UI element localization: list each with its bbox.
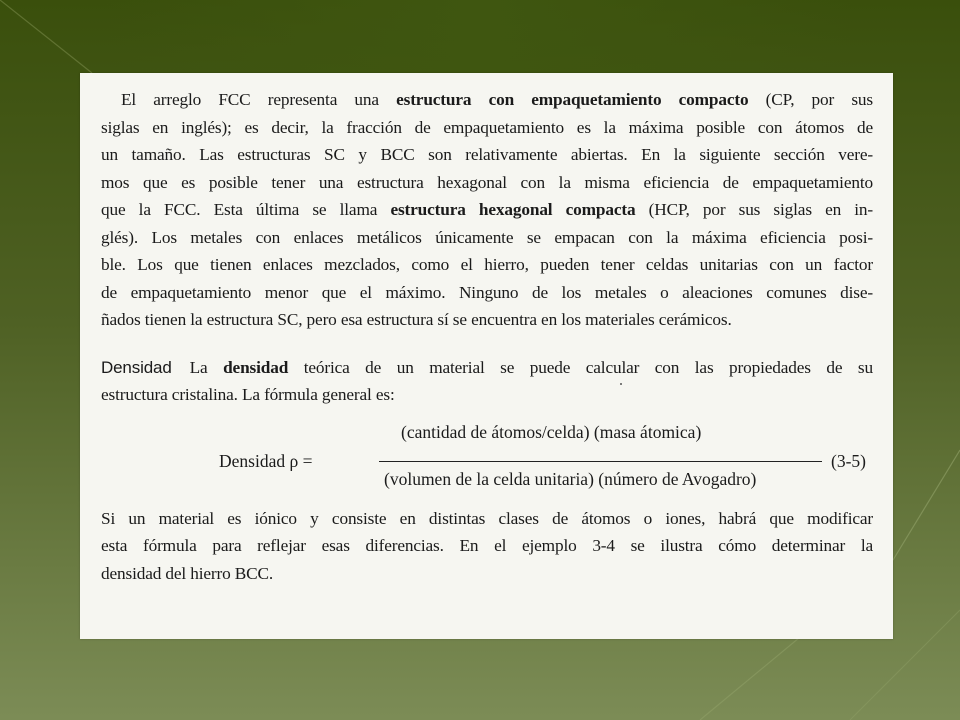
bold-term: estructura hexagonal compacta: [390, 200, 636, 219]
text-line: glés). Los metales con enlaces metálicos únicamente se empacan con la máxima eficiencia posi-: [101, 227, 873, 247]
text-line: mos que es posible tener una estructura hexagonal con la misma eficiencia de empaquetamiento: [101, 172, 873, 192]
scanned-textbook-page: [80, 73, 893, 639]
text-line: [101, 354, 873, 382]
text-fragment: (HCP, por sus siglas en in-: [635, 200, 874, 219]
fraction-bar: [379, 461, 822, 463]
text-line: [101, 86, 873, 114]
section-heading: Densidad: [101, 357, 172, 377]
text-line: ble. Los que tienen enlaces mezclados, como el hierro, pueden tener celdas unitarias con un factor: [101, 255, 873, 274]
scan-speck: [620, 383, 622, 385]
text-line: [101, 196, 873, 224]
density-formula: [101, 419, 873, 505]
text-fragment: El arreglo FCC representa una: [121, 90, 397, 109]
text-line: Si un material es iónico y consiste en distintas clases de átomos o iones, habrá que modificar: [101, 508, 873, 528]
paragraph-ionic: [101, 505, 873, 588]
text-line: un tamaño. Las estructuras SC y BCC son relativamente abiertas. En la siguiente sección vere-: [101, 145, 873, 164]
text-fragment: que la FCC. Esta última se llama: [101, 200, 391, 219]
text-line: de empaquetamiento menor que el máximo. Ninguno de los metales o aleaciones comunes dise-: [101, 282, 873, 302]
bold-term: estructura con empaquetamiento compacto: [396, 90, 749, 109]
text-line: estructura cristalina. La fórmula general es:: [101, 385, 395, 404]
paragraph-density: [101, 354, 873, 409]
text-line: ñados tienen la estructura SC, pero esa estructura sí se encuentra en los materiales cerámicos.: [101, 310, 732, 329]
formula-numerator: (cantidad de átomos/celda) (masa átomica): [401, 421, 702, 442]
text-line: siglas en inglés); es decir, la fracción de empaquetamiento es la máxima posible con átomos de: [101, 117, 873, 137]
equation-number: (3-5): [831, 450, 866, 471]
paragraph-close-packed: [101, 86, 873, 334]
text-fragment: teórica de un material se puede calcular con las propiedades de su: [288, 357, 873, 377]
text-fragment: La: [189, 357, 224, 377]
text-fragment: (CP, por sus: [748, 90, 873, 109]
text-line: esta fórmula para reflejar esas diferencias. En el ejemplo 3-4 se ilustra cómo determinar la: [101, 536, 873, 555]
text-line: densidad del hierro BCC.: [101, 563, 274, 583]
bold-term: densidad: [223, 357, 289, 377]
formula-lhs: Densidad ρ =: [219, 450, 313, 471]
formula-denominator: (volumen de la celda unitaria) (número de Avogadro): [384, 468, 757, 489]
